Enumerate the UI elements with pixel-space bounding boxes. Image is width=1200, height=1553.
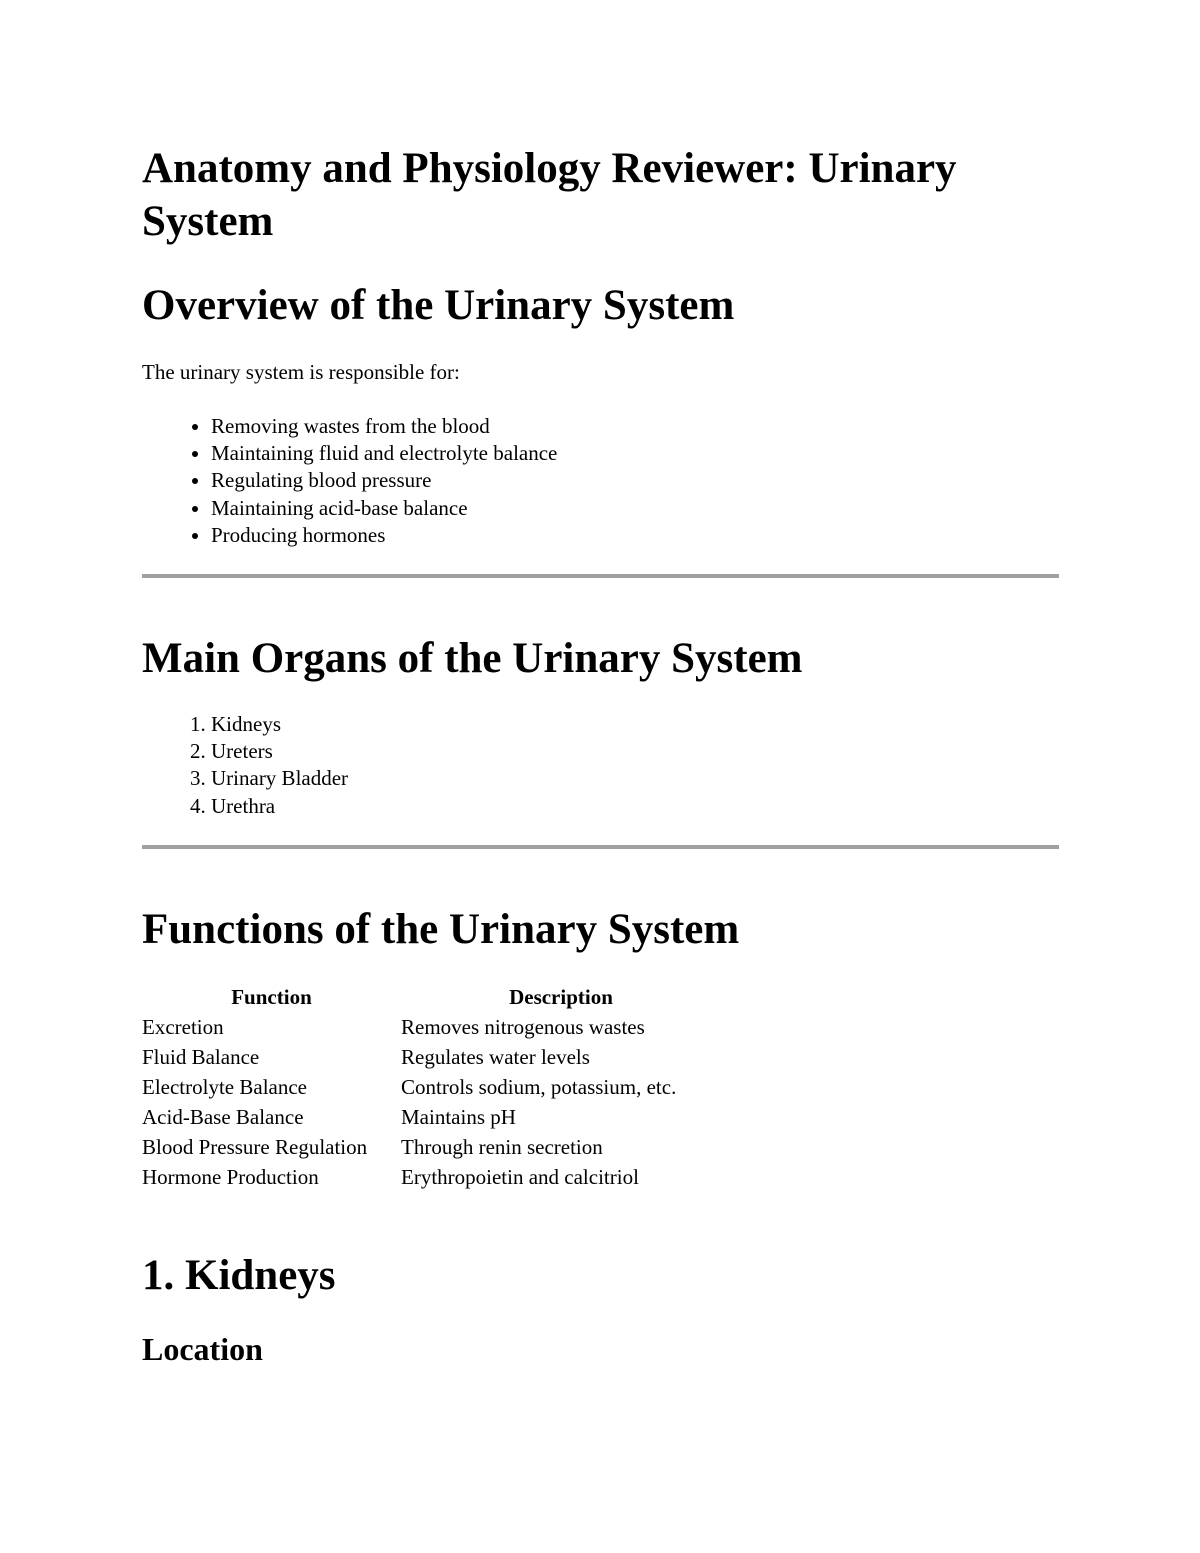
description-cell: Removes nitrogenous wastes (401, 1015, 645, 1039)
table-row (142, 1042, 721, 1072)
section-divider (142, 574, 1059, 578)
list-item: • Maintaining acid-base balance (211, 495, 557, 522)
function-cell: Fluid Balance (142, 1045, 260, 1069)
column-header-function: Function (231, 985, 312, 1009)
table-row (142, 1162, 721, 1192)
organs-heading: Main Organs of the Urinary System (142, 635, 803, 682)
table-row (142, 1102, 721, 1132)
table-header-row (142, 982, 721, 1012)
list-item: 2. Ureters (211, 738, 348, 765)
list-item: • Maintaining fluid and electrolyte balance (211, 440, 557, 467)
list-item: 4. Urethra (211, 793, 348, 820)
list-item: • Producing hormones (211, 522, 557, 549)
functions-table (142, 982, 721, 1192)
function-cell: Hormone Production (142, 1165, 319, 1189)
description-cell: Controls sodium, potassium, etc. (401, 1075, 677, 1099)
list-item: • Removing wastes from the blood (211, 413, 557, 440)
description-cell: Erythropoietin and calcitriol (401, 1165, 639, 1189)
function-cell: Acid-Base Balance (142, 1105, 304, 1129)
list-item: 1. Kidneys (211, 711, 348, 738)
overview-list (142, 413, 557, 549)
table-row (142, 1132, 721, 1162)
table-row (142, 1012, 721, 1042)
document-title: Anatomy and Physiology Reviewer: Urinary System (142, 145, 957, 245)
table-row (142, 1072, 721, 1102)
overview-heading: Overview of the Urinary System (142, 282, 735, 329)
description-cell: Regulates water levels (401, 1045, 590, 1069)
description-cell: Through renin secretion (401, 1135, 603, 1159)
function-cell: Excretion (142, 1015, 224, 1039)
overview-intro: The urinary system is responsible for: (142, 360, 460, 384)
list-item: • Regulating blood pressure (211, 467, 557, 494)
section-divider (142, 845, 1059, 849)
function-cell: Electrolyte Balance (142, 1075, 307, 1099)
column-header-description: Description (509, 985, 613, 1009)
functions-heading: Functions of the Urinary System (142, 906, 740, 953)
description-cell: Maintains pH (401, 1105, 516, 1129)
function-cell: Blood Pressure Regulation (142, 1135, 368, 1159)
organs-list (142, 711, 348, 820)
list-item: 3. Urinary Bladder (211, 765, 348, 792)
location-subheading: Location (142, 1331, 263, 1367)
kidneys-heading: 1. Kidneys (142, 1252, 336, 1299)
